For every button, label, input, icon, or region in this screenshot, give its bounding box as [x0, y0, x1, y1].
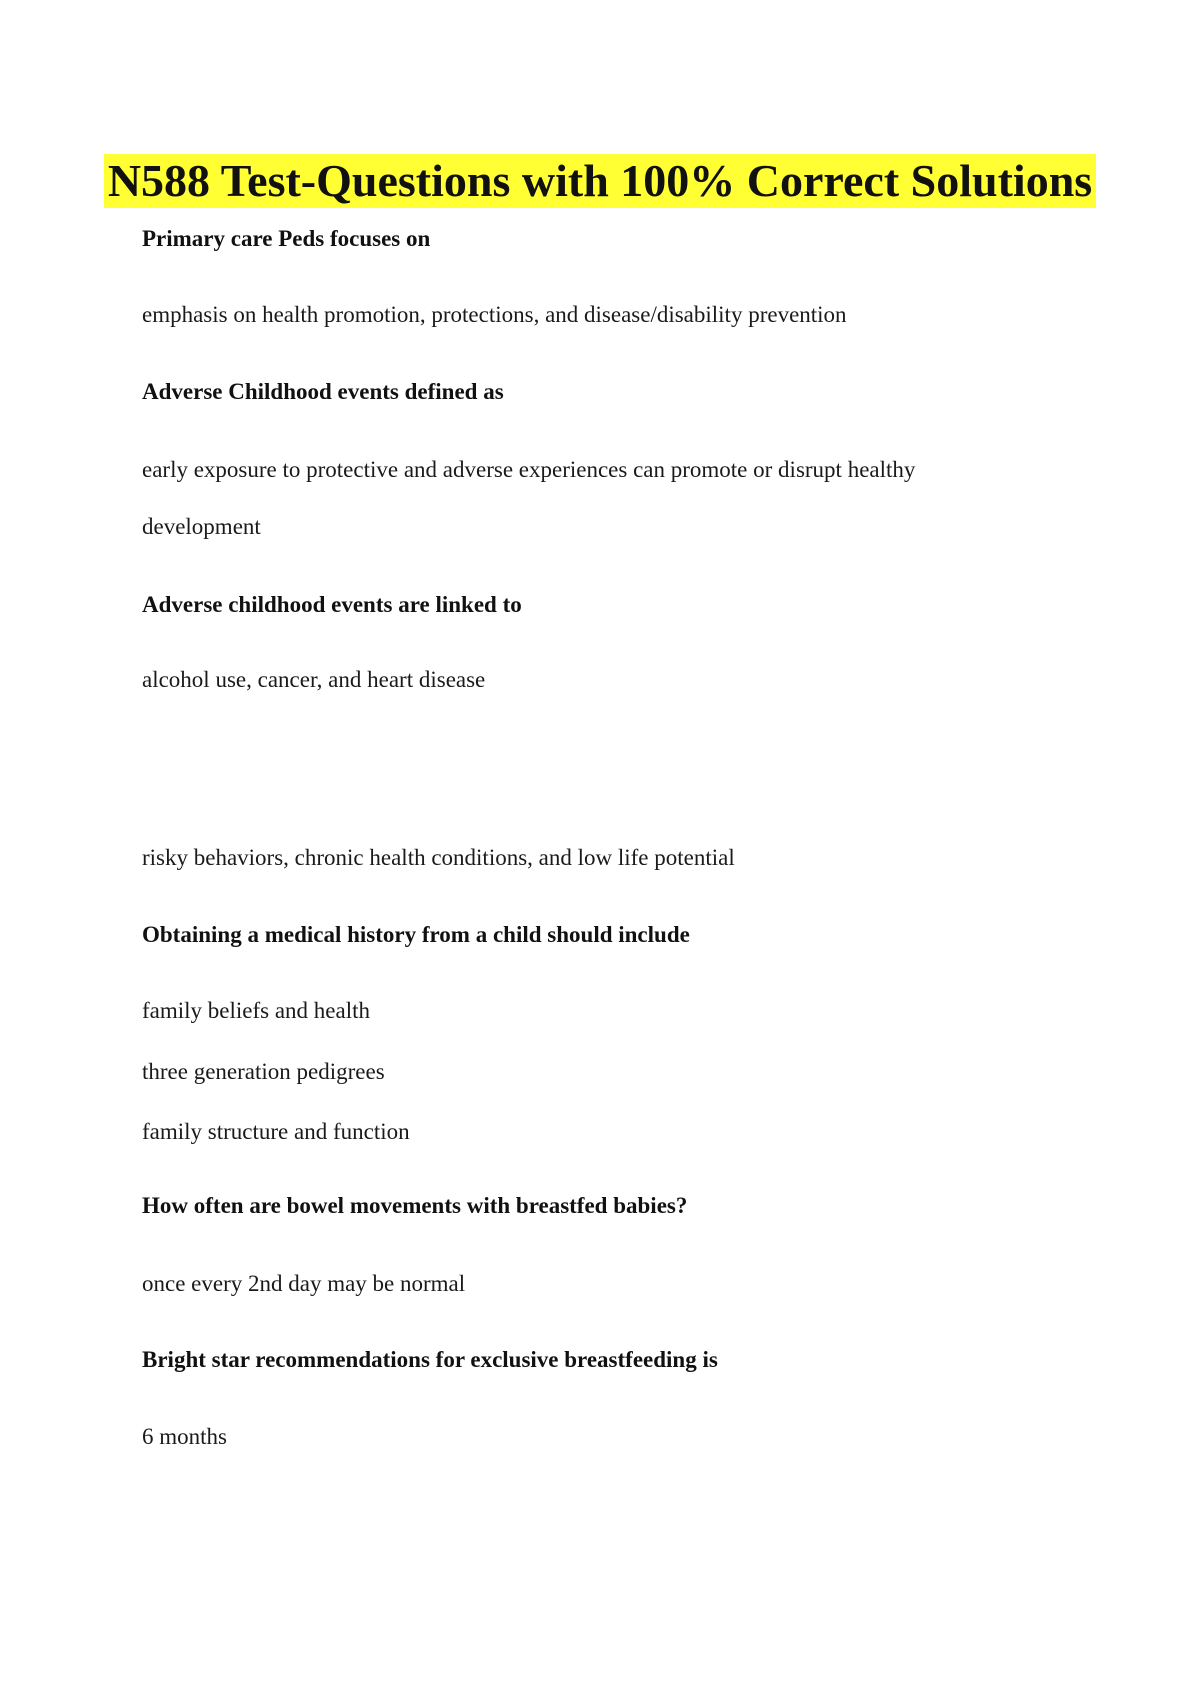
answer-family-structure: family structure and function: [142, 1119, 410, 1144]
answer-risky-behaviors: risky behaviors, chronic health conditions, and low life potential: [142, 845, 735, 870]
answer-early-exposure-line2: development: [142, 514, 261, 539]
question-primary-care-peds: Primary care Peds focuses on: [142, 226, 431, 251]
answer-early-exposure-line1: early exposure to protective and adverse experiences can promote or disrupt healthy: [142, 457, 916, 482]
title-container: [0, 154, 1200, 208]
answer-family-beliefs: family beliefs and health: [142, 998, 371, 1023]
question-adverse-childhood-linked: Adverse childhood events are linked to: [142, 592, 522, 617]
answer-6-months: 6 months: [142, 1424, 227, 1449]
question-bright-star: Bright star recommendations for exclusive breastfeeding is: [142, 1347, 718, 1372]
answer-every-2nd-day: once every 2nd day may be normal: [142, 1271, 466, 1296]
answer-health-promotion: emphasis on health promotion, protections, and disease/disability prevention: [142, 302, 847, 327]
question-medical-history: Obtaining a medical history from a child should include: [142, 922, 690, 947]
answer-alcohol-cancer: alcohol use, cancer, and heart disease: [142, 667, 486, 692]
answer-three-generation: three generation pedigrees: [142, 1059, 385, 1084]
document-title: N588 Test-Questions with 100% Correct Solutions: [104, 154, 1096, 208]
question-bowel-movements: How often are bowel movements with breastfed babies?: [142, 1193, 688, 1218]
question-adverse-childhood-defined: Adverse Childhood events defined as: [142, 379, 504, 404]
